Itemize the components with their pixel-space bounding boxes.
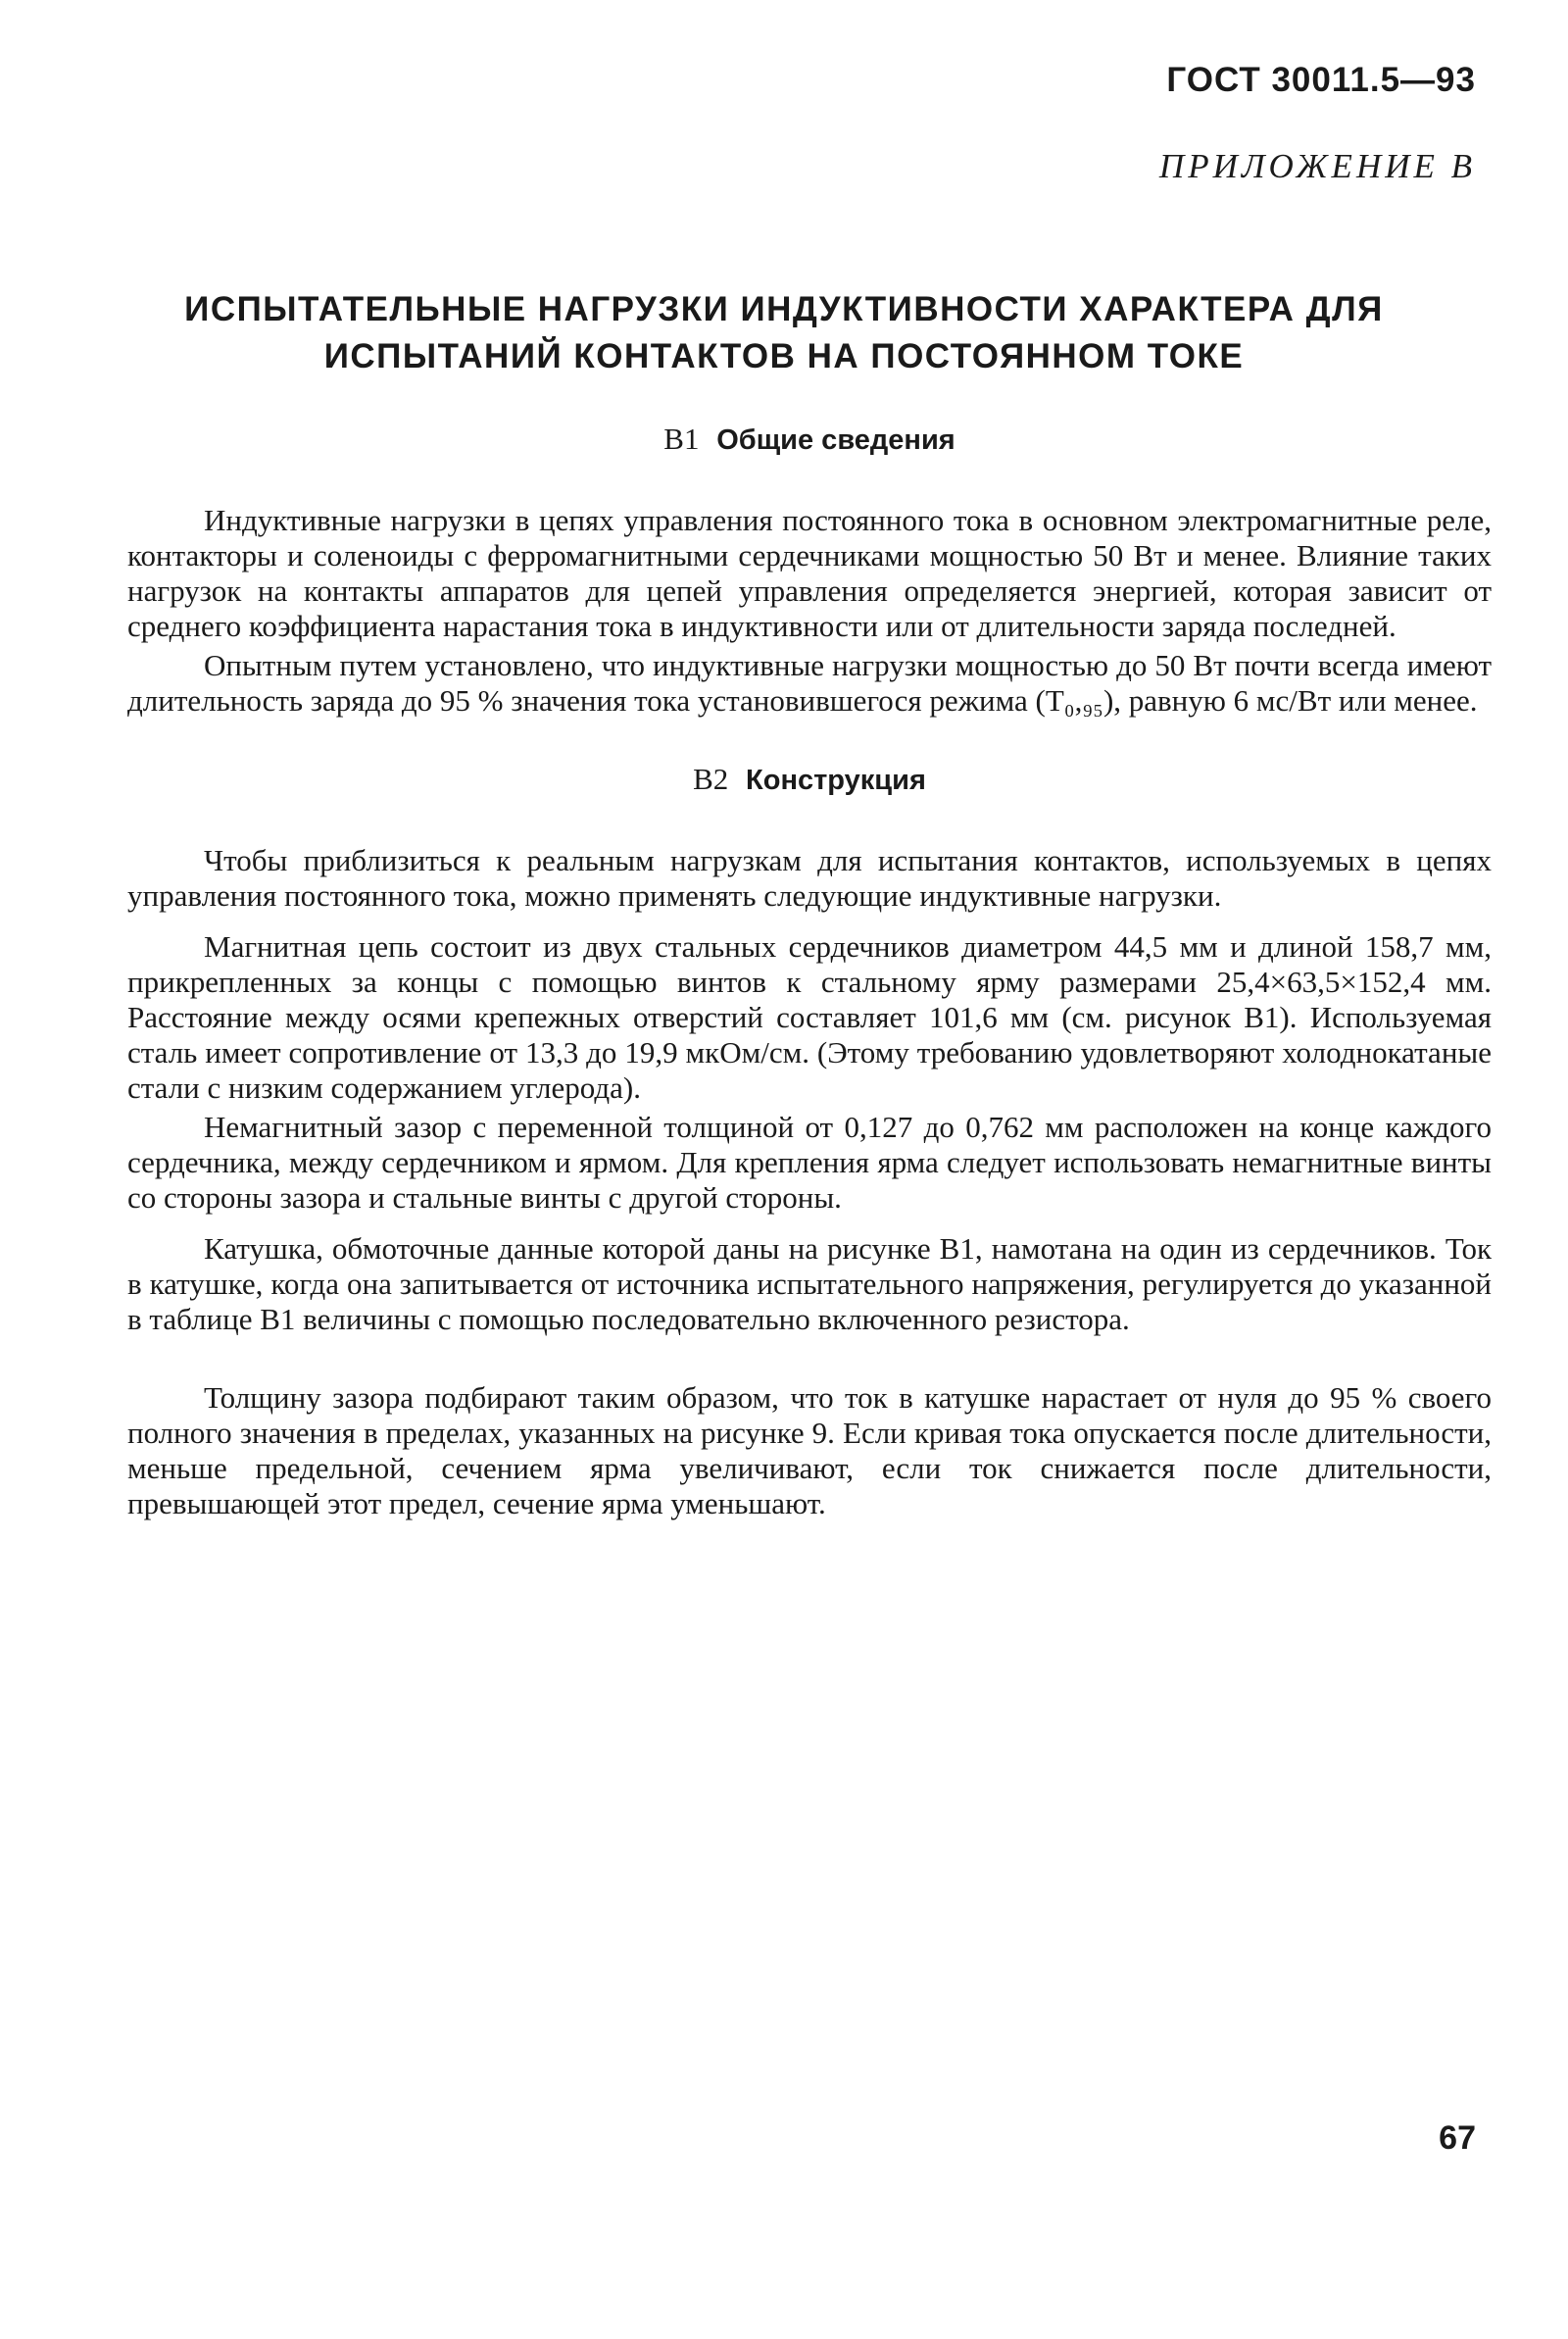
paragraph: Толщину зазора подбирают таким образом, что ток в катушке нарастает от нуля до 95 % своего полного значения в пределах, указанных на рисунке 9. Если кривая тока опускается после длительности, меньше предельной, сечением ярма увеличивают, если ток снижается после длительности, превышающей этот предел, сечение ярма уменьшают. xyxy=(127,1380,1492,1520)
paragraph: Катушка, обмоточные данные которой даны на рисунке В1, намотана на один из сердечников. Ток в катушке, когда она запитывается от источника испытательного напряжения, регулируется до указанной в таблице В1 величины с помощью последовательно включенного резистора. xyxy=(127,1231,1492,1336)
section-title: Общие сведения xyxy=(716,424,956,456)
appendix-label: ПРИЛОЖЕНИЕ В xyxy=(1158,147,1476,185)
paragraph: Магнитная цепь состоит из двух стальных сердечников диаметром 44,5 мм и длиной 158,7 мм, прикрепленных за концы с помощью винтов к стальному ярму размерами 25,4×63,5×152,4 мм. Расстояние между осями крепежных отверстий составляет 101,6 мм (см. рисунок В1). Используемая сталь имеет сопротивление от 13,3 до 19,9 мкОм/см. (Этому требованию удовлетворяют холоднокатаные стали с низким содержанием углерода). xyxy=(127,929,1492,1105)
paragraph: Чтобы приблизиться к реальным нагрузкам для испытания контактов, используемых в цепях управления постоянного тока, можно применять следующие индуктивные нагрузки. xyxy=(127,843,1492,913)
page-title: ИСПЫТАТЕЛЬНЫЕ НАГРУЗКИ ИНДУКТИВНОСТИ ХАРАКТЕРА ДЛЯ ИСПЫТАНИЙ КОНТАКТОВ НА ПОСТОЯННОМ ТОКЕ xyxy=(184,290,1384,375)
paragraph: Немагнитный зазор с переменной толщиной от 0,127 до 0,762 мм расположен на конце каждого сердечника, между сердечником и ярмом. Для крепления ярма следует использовать немагнитные винты со стороны зазора и стальные винты с другой стороны. xyxy=(127,1110,1492,1215)
section-number: В2 xyxy=(693,762,729,796)
section-title: Конструкция xyxy=(746,765,926,796)
document-id: ГОСТ 30011.5—93 xyxy=(1166,61,1476,99)
paragraph: Опытным путем установлено, что индуктивные нагрузки мощностью до 50 Вт почти всегда имеют длительность заряда до 95 % значения тока установившегося режима (T₀,₉₅), равную 6 мс/Вт или менее. xyxy=(127,648,1492,718)
section-number: В1 xyxy=(663,422,700,456)
page-number: 67 xyxy=(1439,2119,1476,2157)
section-heading-b2 xyxy=(127,762,1492,798)
document-body xyxy=(127,422,1492,1537)
paragraph: Индуктивные нагрузки в цепях управления постоянного тока в основном электромагнитные реле, контакторы и соленоиды с ферромагнитными сердечниками мощностью 50 Вт и менее. Влияние таких нагрузок на контакты аппаратов для цепей управления определяется энергией, которая зависит от среднего коэффициента нарастания тока в индуктивности или от длительности заряда последней. xyxy=(127,503,1492,643)
section-heading-b1 xyxy=(127,422,1492,458)
